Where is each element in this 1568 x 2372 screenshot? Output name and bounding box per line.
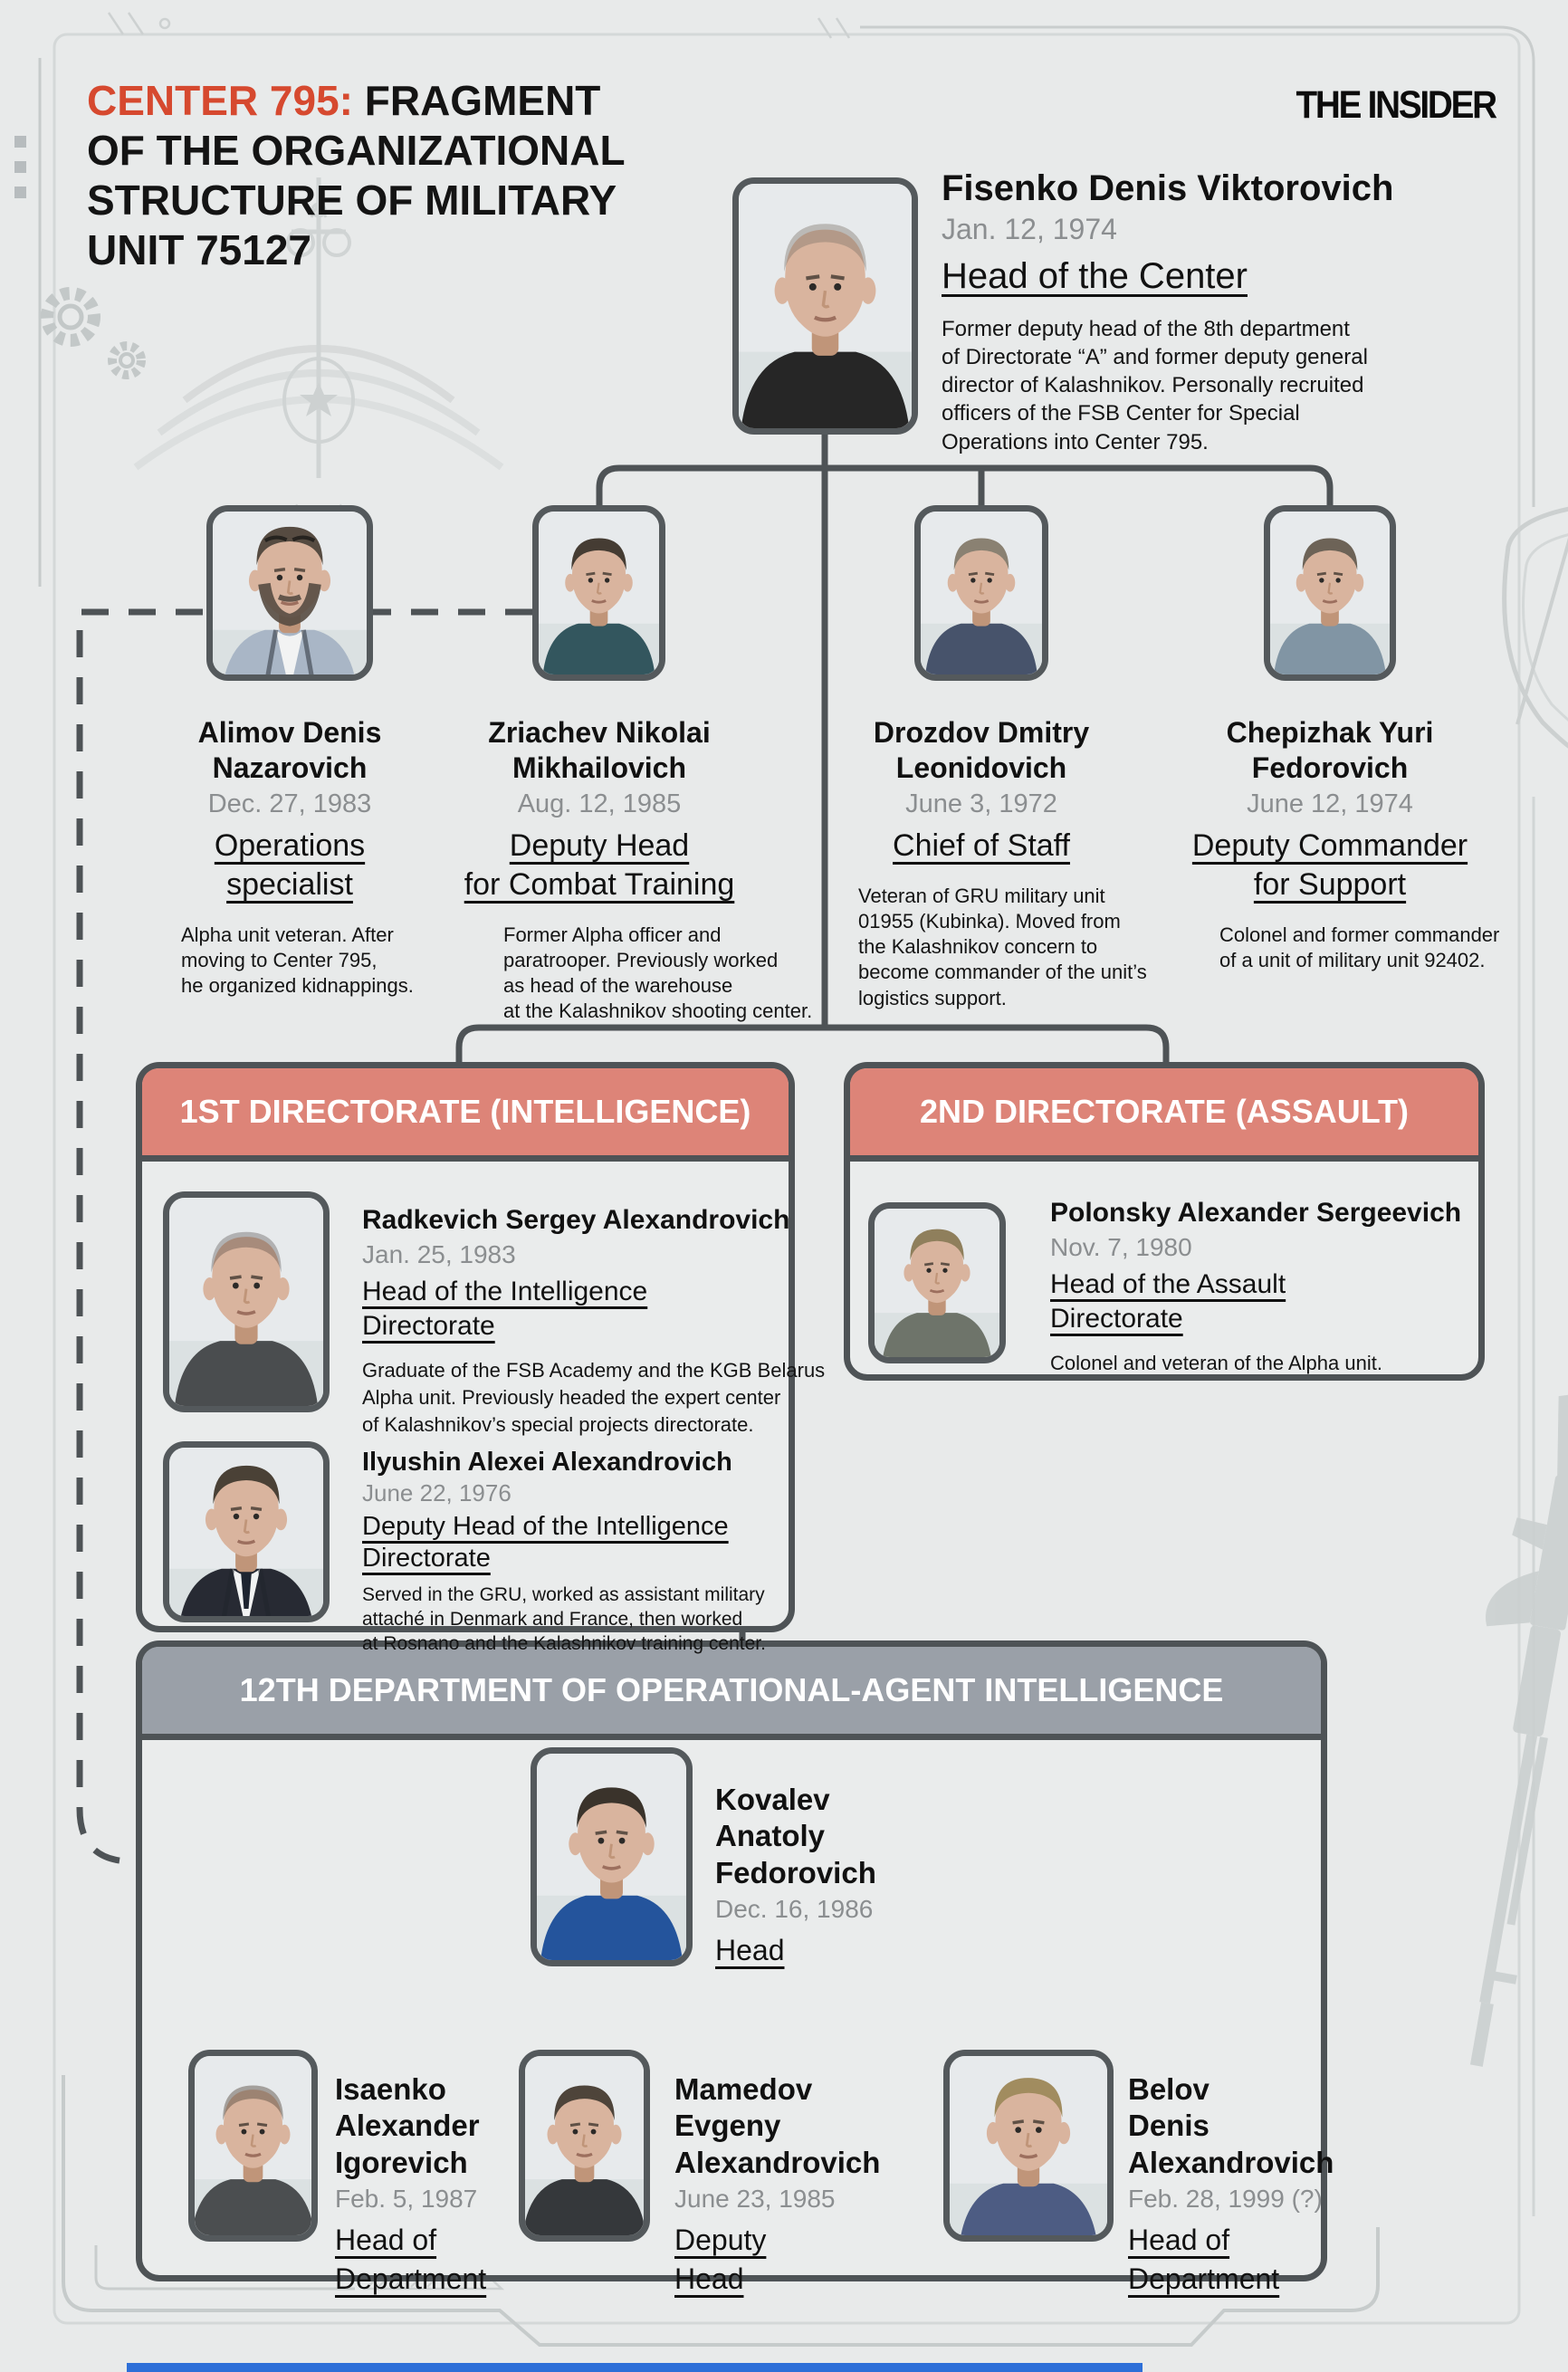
person-desc: Colonel and veteran of the Alpha unit. (1050, 1351, 1382, 1374)
person-ilyushin (362, 1449, 788, 1657)
person-role: Head (715, 1933, 785, 1966)
avatar-fisenko (739, 184, 912, 428)
person-name: Fisenko Denis Viktorovich (942, 168, 1394, 208)
photo-alimov (206, 505, 373, 681)
connector-row-bracket (599, 468, 1330, 507)
person-desc: Former Alpha officer and paratrooper. Previously worked as head of the warehouse at the Kalashnikov shooting center. (503, 923, 813, 1023)
person-role: Deputy Head (674, 2223, 767, 2295)
avatar-radkevich (169, 1198, 323, 1406)
photo-radkevich (163, 1191, 330, 1412)
person-dob: Dec. 16, 1986 (715, 1894, 874, 1923)
person-dob: Nov. 7, 1980 (1050, 1233, 1192, 1261)
person-belov (1128, 2071, 1345, 2299)
title-line-3: STRUCTURE OF MILITARY (87, 177, 617, 224)
person-dob: June 22, 1976 (362, 1478, 512, 1506)
photo-zriachev (532, 505, 665, 681)
title-line-4: UNIT 75127 (87, 226, 312, 273)
photo-belov (943, 2050, 1114, 2242)
person-role: Head of the Intelligence Directorate (362, 1277, 648, 1342)
person-name: Radkevich Sergey Alexandrovich (362, 1205, 790, 1235)
person-role: Head of the Center (942, 255, 1248, 296)
photo-drozdov (914, 505, 1048, 681)
connector-directorates-bracket (459, 1028, 1166, 1062)
avatar-chepizhak (1270, 512, 1390, 674)
person-dob: Jan. 25, 1983 (362, 1240, 516, 1268)
person-alimov (136, 715, 444, 999)
person-name: Isaenko Alexander Igorevich (335, 2072, 480, 2179)
person-name: Zriachev Nikolai Mikhailovich (488, 716, 711, 785)
person-name: Mamedov Evgeny Alexandrovich (674, 2072, 881, 2179)
person-dob: Feb. 28, 1999 (?) (1128, 2184, 1323, 2213)
person-desc: Served in the GRU, worked as assistant military attaché in Denmark and France, then worked at Rosnano and the Kalashnikov training center. (362, 1583, 766, 1655)
photo-mamedov (519, 2050, 650, 2242)
title-line-1: CENTER 795: FRAGMENT (87, 77, 601, 124)
person-role: Deputy Head for Combat Training (464, 828, 735, 902)
photo-kovalev (531, 1747, 693, 1966)
avatar-mamedov (525, 2056, 644, 2235)
avatar-zriachev (539, 512, 659, 674)
person-kovalev (715, 1782, 1014, 1970)
person-radkevich (362, 1204, 826, 1439)
person-role: Deputy Commander for Support (1191, 828, 1468, 902)
avatar-isaenko (195, 2056, 311, 2235)
person-mamedov (674, 2071, 928, 2299)
department-12-header: 12TH DEPARTMENT OF OPERATIONAL-AGENT INTELLIGENCE (142, 1647, 1321, 1740)
person-role: Deputy Head of the Intelligence Directorate (362, 1511, 729, 1573)
person-name: Polonsky Alexander Sergeevich (1050, 1198, 1462, 1228)
directorate-2-header: 2ND DIRECTORATE (ASSAULT) (850, 1068, 1478, 1162)
avatar-belov (950, 2056, 1107, 2235)
title-accent: CENTER 795: (87, 77, 353, 124)
person-chepizhak (1176, 715, 1500, 973)
person-desc: Former deputy head of the 8th department of Directorate “A” and former deputy general director of Kalashnikov. Personally recruited officers of the FSB Center for Special Operations into Center 795. (942, 316, 1368, 454)
person-zriachev (445, 715, 813, 1024)
person-fisenko (942, 168, 1476, 456)
person-dob: Aug. 12, 1985 (517, 789, 682, 819)
person-desc: Alpha unit veteran. After moving to Center 795, he organized kidnappings. (181, 923, 414, 998)
person-dob: June 23, 1985 (674, 2184, 836, 2213)
person-name: Kovalev Anatoly Fedorovich (715, 1783, 876, 1889)
photo-polonsky (868, 1202, 1006, 1363)
photo-isaenko (188, 2050, 318, 2242)
avatar-drozdov (921, 512, 1042, 674)
person-dob: Feb. 5, 1987 (335, 2184, 478, 2213)
person-polonsky (1050, 1197, 1467, 1377)
person-dob: June 12, 1974 (1247, 789, 1413, 819)
photo-ilyushin (163, 1441, 330, 1622)
avatar-kovalev (537, 1754, 686, 1960)
person-role: Head of Department (335, 2223, 487, 2295)
photo-chepizhak (1264, 505, 1396, 681)
avatar-ilyushin (169, 1448, 323, 1616)
photo-fisenko (732, 177, 918, 435)
person-role: Chief of Staff (893, 828, 1070, 864)
person-desc: Graduate of the FSB Academy and the KGB Belarus Alpha unit. Previously headed the expert center of Kalashnikov’s special projects directorate. (362, 1358, 826, 1436)
person-dob: June 3, 1972 (905, 789, 1057, 819)
person-desc: Colonel and former commander of a unit of military unit 92402. (1219, 923, 1500, 971)
person-name: Belov Denis Alexandrovich (1128, 2072, 1334, 2179)
person-desc: Veteran of GRU military unit 01955 (Kubinka). Moved from the Kalashnikov concern to become commander of the unit’s logistics support. (858, 884, 1147, 1009)
page-title (87, 76, 684, 275)
directorate-1-header: 1ST DIRECTORATE (INTELLIGENCE) (142, 1068, 789, 1162)
person-role: Operations specialist (214, 828, 366, 902)
person-role: Head of the Assault Directorate (1050, 1269, 1286, 1334)
person-dob: Dec. 27, 1983 (207, 789, 372, 819)
publisher-logo: THE INSIDER (1296, 83, 1496, 127)
avatar-polonsky (875, 1209, 999, 1357)
person-name: Chepizhak Yuri Fedorovich (1226, 716, 1434, 785)
person-name: Ilyushin Alexei Alexandrovich (362, 1448, 732, 1477)
avatar-alimov (213, 512, 367, 674)
person-name: Drozdov Dmitry Leonidovich (873, 716, 1090, 785)
person-dob: Jan. 12, 1974 (942, 212, 1117, 245)
person-role: Head of Department (1128, 2223, 1280, 2295)
person-name: Alimov Denis Nazarovich (197, 716, 382, 785)
person-drozdov (827, 715, 1147, 1011)
title-line-2: OF THE ORGANIZATIONAL (87, 127, 626, 174)
